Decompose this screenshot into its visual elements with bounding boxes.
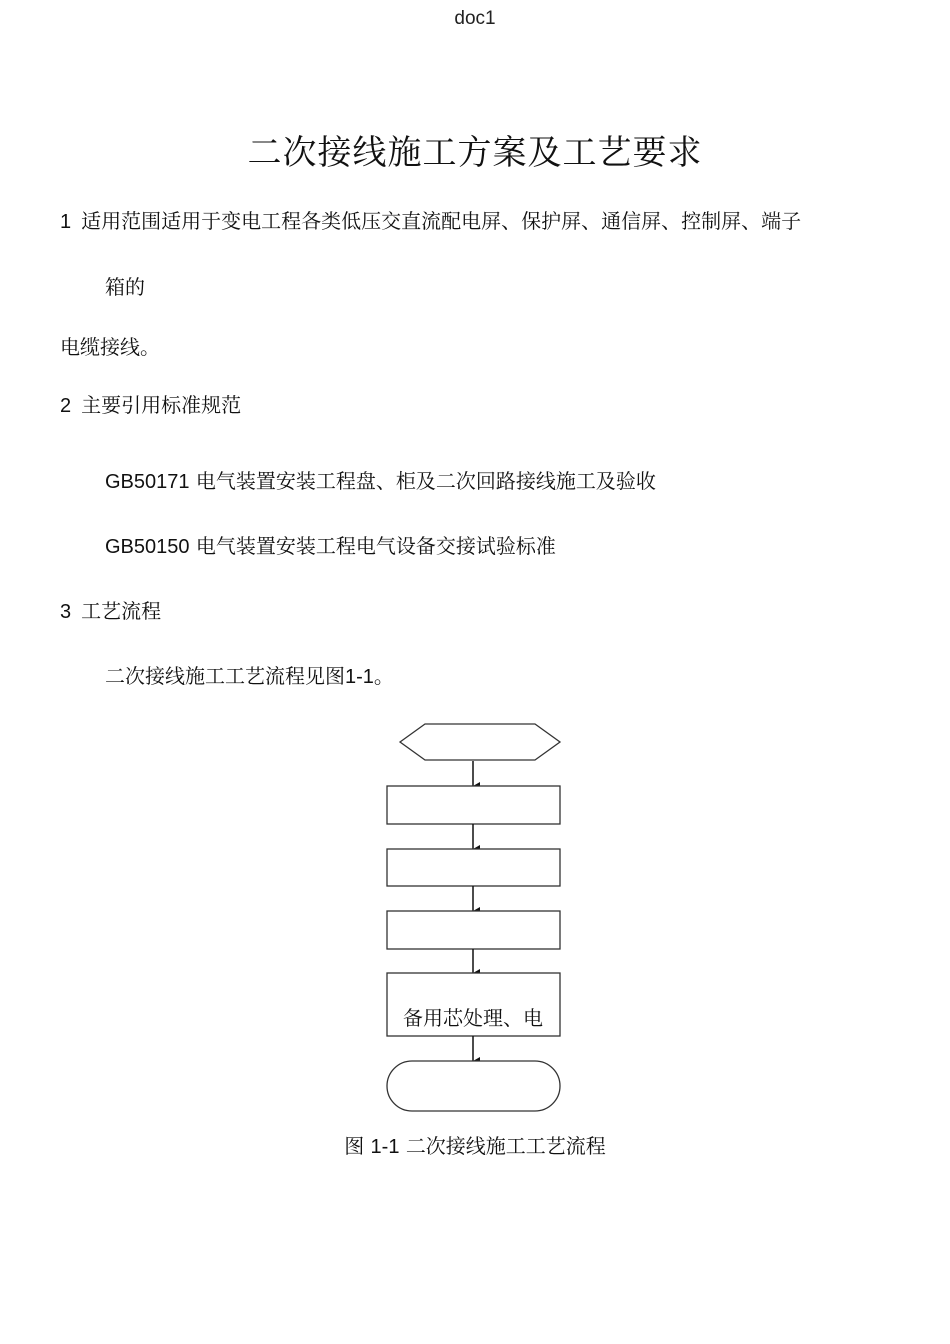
- caption-figure-number: 1-1: [370, 1136, 400, 1158]
- document-title: 二次接线施工方案及工艺要求: [247, 133, 703, 173]
- flow-step-box: [387, 911, 560, 949]
- page-header: doc1: [454, 8, 496, 29]
- section-3-title: 工艺流程: [81, 599, 162, 623]
- caption-prefix: 图: [344, 1134, 365, 1158]
- section-1-continuation: 电缆接线。: [60, 335, 160, 359]
- standard-name: 电气装置安装工程电气设备交接试验标准: [195, 534, 556, 558]
- intro-text: 二次接线施工工艺流程见图: [105, 664, 345, 688]
- standard-code: GB50150: [105, 536, 190, 558]
- section-number: 3: [60, 601, 72, 623]
- section-1-wrap: 箱的: [105, 275, 145, 299]
- standard-code: GB50171: [105, 471, 190, 493]
- flow-step-box: [387, 786, 560, 824]
- intro-punct: 。: [373, 664, 394, 688]
- section-1-text: 适用范围适用于变电工程各类低压交直流配电屏、保护屏、通信屏、控制屏、端子: [81, 209, 802, 233]
- flow-end-terminator: [387, 1061, 560, 1111]
- caption-text: 二次接线施工工艺流程: [405, 1134, 606, 1158]
- section-2-title: 主要引用标准规范: [81, 393, 242, 417]
- standard-name: 电气装置安装工程盘、柜及二次回路接线施工及验收: [195, 469, 656, 493]
- section-number: 1: [60, 211, 72, 233]
- flow-step-label: 备用芯处理、电: [403, 1006, 543, 1030]
- flow-step-box: [387, 849, 560, 886]
- figure-caption: [0, 1130, 950, 1159]
- section-number: 2: [60, 395, 72, 417]
- intro-figure-ref: 1-1: [345, 666, 374, 688]
- flow-start-hexagon: [400, 724, 560, 760]
